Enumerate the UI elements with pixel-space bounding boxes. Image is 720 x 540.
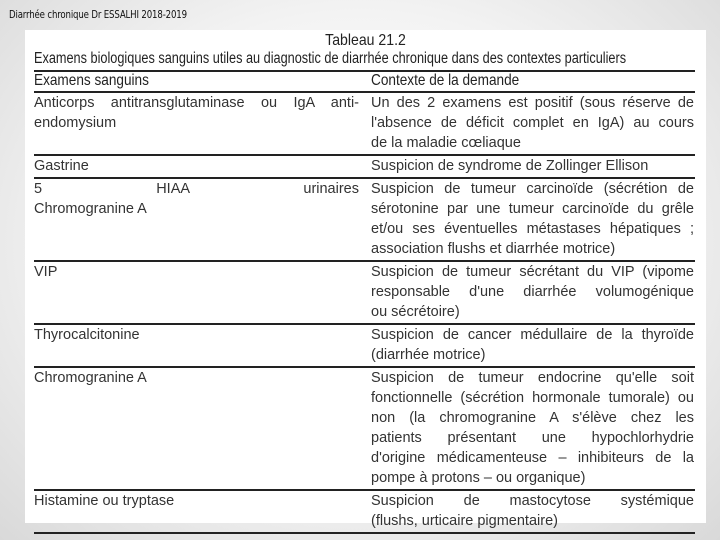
cell-line: d'origine médicamenteuse – inhibiteurs de la bbox=[371, 450, 694, 466]
cell-line: Suspicion de tumeur endocrine qu'elle soit bbox=[371, 370, 694, 386]
context-cell bbox=[371, 325, 694, 365]
cell-line: Suspicion de tumeur sécrétant du VIP (vipome bbox=[371, 264, 694, 280]
cell-line: ou sécrétoire) bbox=[371, 304, 460, 320]
cell-line: Suspicion de tumeur carcinoïde (sécrétion de bbox=[371, 181, 694, 197]
cell-line: de la maladie cœliaque bbox=[371, 135, 521, 151]
cell-line: l'absence de déficit complet en IgA) au cours bbox=[371, 115, 694, 131]
column-header-context: Contexte de la demande bbox=[371, 72, 520, 89]
exam-cell bbox=[34, 156, 359, 176]
cell-line: VIP bbox=[34, 264, 58, 280]
context-cell bbox=[371, 156, 694, 176]
cell-line: Gastrine bbox=[34, 158, 89, 174]
cell-line: (diarrhée motrice) bbox=[371, 347, 486, 363]
table-image-panel bbox=[25, 30, 706, 529]
cell-line: non (la chromogranine A s'élève chez les bbox=[371, 410, 694, 426]
cell-line: Suspicion de syndrome de Zollinger Ellison bbox=[371, 158, 649, 174]
cell-line: et/ou ses éventuelles métastases hépatiques ; bbox=[371, 221, 694, 237]
exam-cell bbox=[34, 491, 359, 511]
cell-line: sérotonine par une tumeur carcinoïde du grêle bbox=[371, 201, 694, 217]
cell-line: Chromogranine A bbox=[34, 201, 147, 217]
context-cell bbox=[371, 179, 694, 259]
cell-line: association flushs et diarrhée motrice) bbox=[371, 241, 616, 257]
cell-line: pompe à protons – ou organique) bbox=[371, 470, 586, 486]
exam-cell bbox=[34, 179, 359, 219]
cell-line: 5 HIAA urinaires bbox=[34, 181, 359, 197]
cell-line: (flushs, urticaire pigmentaire) bbox=[371, 513, 558, 529]
exam-cell bbox=[34, 93, 359, 133]
exam-cell bbox=[34, 262, 359, 282]
cell-line: fonctionnelle (sécrétion hormonale tumorale) ou bbox=[371, 390, 694, 406]
cell-line: patients présentant une hypochlorhydrie bbox=[371, 430, 694, 446]
cell-line: Un des 2 examens est positif (sous réserve de bbox=[371, 95, 694, 111]
table-subtitle: Examens biologiques sanguins utiles au diagnostic de diarrhée chronique dans des contextes particuliers bbox=[34, 50, 627, 67]
exam-cell bbox=[34, 325, 359, 345]
cell-line: Chromogranine A bbox=[34, 370, 147, 386]
exam-cell bbox=[34, 368, 359, 388]
column-header-exams: Examens sanguins bbox=[34, 72, 149, 89]
context-cell bbox=[371, 368, 694, 488]
cell-line: Histamine ou tryptase bbox=[34, 493, 175, 509]
cell-line: responsable d'une diarrhée volumogénique bbox=[371, 284, 694, 300]
context-cell bbox=[371, 93, 694, 153]
row-divider bbox=[34, 532, 695, 534]
cell-line: Anticorps antitransglutaminase ou IgA anti- bbox=[34, 95, 359, 111]
context-cell bbox=[371, 262, 694, 322]
context-cell bbox=[371, 491, 694, 531]
table-title: Tableau 21.2 bbox=[325, 32, 406, 49]
slide-header: Diarrhée chronique Dr ESSALHI 2018-2019 bbox=[9, 9, 187, 21]
cell-line: Suspicion de mastocytose systémique bbox=[371, 493, 694, 509]
cell-line: Thyrocalcitonine bbox=[34, 327, 140, 343]
cell-line: endomysium bbox=[34, 115, 117, 131]
cell-line: Suspicion de cancer médullaire de la thyroïde bbox=[371, 327, 694, 343]
